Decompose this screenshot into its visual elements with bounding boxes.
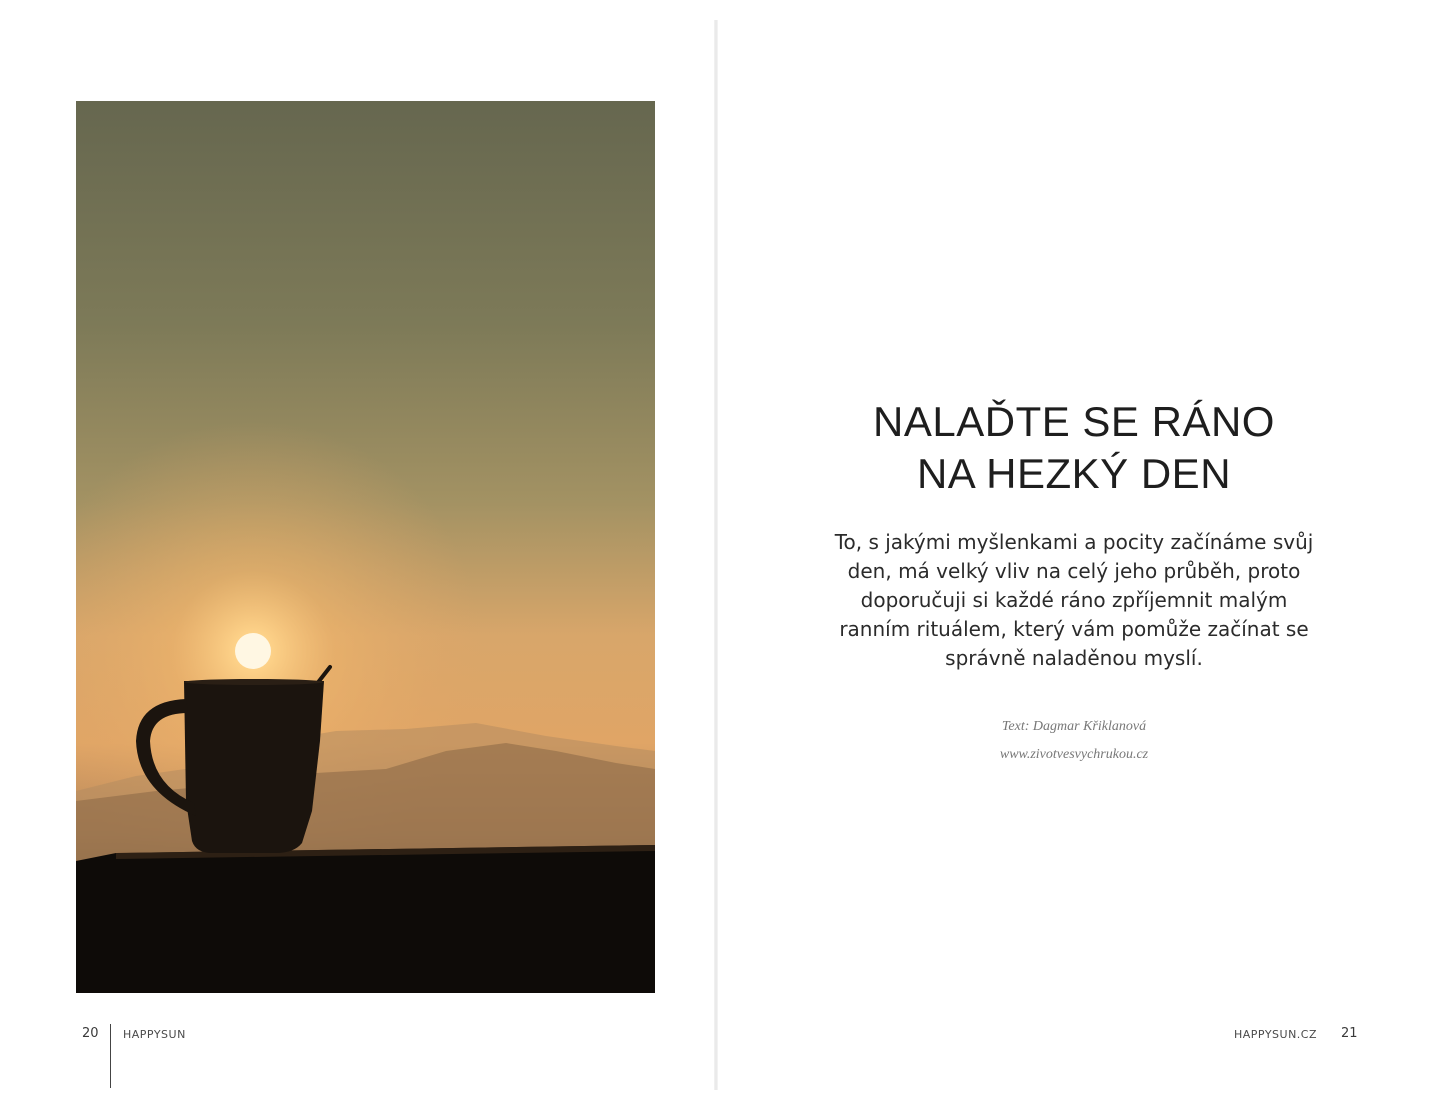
article-title-line-2: NA HEZKÝ DEN [916, 450, 1232, 497]
sunrise-mug-photo [76, 101, 655, 993]
article-title-line-1: NALAĎTE SE RÁNO [873, 398, 1275, 445]
author-website-link[interactable]: www.zivotvesvychrukou.cz [999, 747, 1149, 762]
magazine-brand-right: HAPPYSUN.CZ [1234, 1028, 1318, 1041]
magazine-brand-left: HAPPYSUN [123, 1028, 186, 1041]
folio-divider [110, 1024, 111, 1088]
author-credit: Text: Dagmar Křiklanová [1001, 719, 1147, 734]
article-block [815, 396, 1333, 769]
photo-illustration [76, 101, 655, 993]
page-number-left: 20 [82, 1026, 99, 1041]
article-title [815, 396, 1333, 500]
left-page [0, 0, 716, 1108]
article-lead: To, s jakými myšlenkami a pocity začínáme svůj den, má velký vliv na celý jeho průběh, proto doporučuji si každé ráno zpříjemnit malým ranním rituálem, který vám pomůže začínat se správně naladěnou myslí. [834, 530, 1314, 670]
page-number-right: 21 [1341, 1026, 1358, 1041]
article-credit [815, 713, 1333, 769]
